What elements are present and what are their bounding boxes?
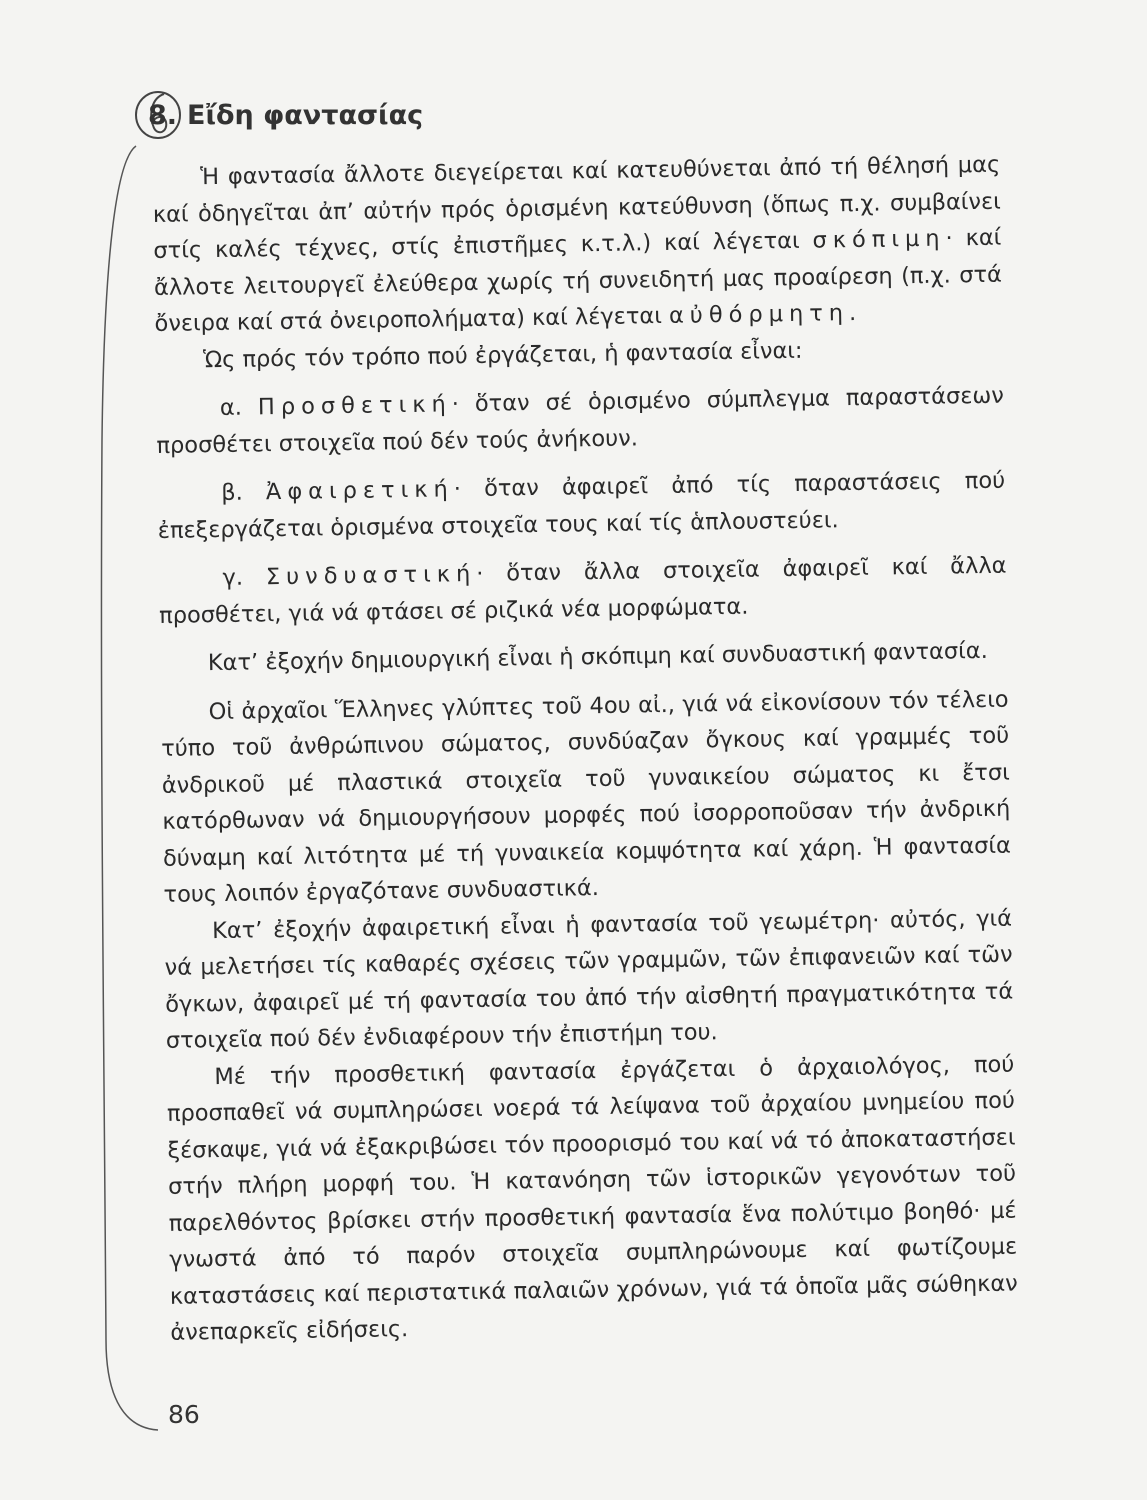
term-afairetiki: Ἀφαιρετική [265, 476, 454, 506]
list-item-b-text: · ὅταν ἀφαιρεῖ ἀπό τίς παραστάσεις πού ἐπεξεργάζεται ὁρισμένα στοιχεῖα τους καί τίς ἁπλουστεύει. [157, 467, 1006, 544]
section-heading [148, 100, 423, 131]
term-syndyastiki: Συνδυαστική [265, 560, 477, 591]
paragraph-2: Ὡς πρός τόν τρόπο πού ἐργάζεται, ἡ φαντασία εἶναι: [202, 337, 803, 373]
list-item-a-label: α. [219, 394, 243, 421]
page-number: 86 [168, 1400, 200, 1429]
paragraph-1-text-a: Ἡ φαντασία ἄλλοτε διεγείρεται καί κατευθύνεται ἀπό τή θέλησή μας καί ὁδηγεῖται ἀπ’ αὐτήν πρός ὁρισμένη κατεύθυνση (ὅπως π.χ. συμβαίνει στίς καλές τέχνες, στίς ἐπιστῆμες κ.τ.λ.) καί λέγεται [152, 151, 1001, 264]
paragraph-6: Μέ τήν προσθετική φαντασία ἐργάζεται ὁ ἀρχαιολόγος, πού προσπαθεῖ νά συμπληρώσει νοερά τά λείψανα τοῦ ἀρχαίου μνημείου πού ξέσκαψε, γιά νά ἐξακριβώσει τόν προορισμό του καί νά τό ἀποκαταστήσει στήν πλήρη μορφή του. Ἡ κατανόηση τῶν ἱστορικῶν γεγονότων τοῦ παρελθόντος βρίσκει στήν προσθετική φαντασία ἕνα πολύτιμο βοηθό· μέ γνωστά ἀπό τό παρόν στοιχεῖα συμπληρώνουμε καί φωτίζουμε καταστάσεις καί περιστατικά παλαιῶν χρόνων, γιά τά ὁποῖα μᾶς σώθηκαν ἀνεπαρκεῖς εἰδήσεις. [166, 1051, 1018, 1346]
list-item-a [156, 378, 1005, 464]
list-item-c-label: γ. [222, 564, 244, 591]
term-afthormiti: αὐθόρμητη [668, 300, 850, 329]
list-item-c [158, 548, 1007, 634]
term-skopimi: σκόπιμη [812, 225, 946, 254]
paragraph-5: Κατ’ ἐξοχήν ἀφαιρετική εἶναι ἡ φαντασία τοῦ γεωμέτρη· αὐτός, γιά νά μελετήσει τίς καθαρές σχέσεις τῶν γραμμῶν, τῶν ἐπιφανειῶν καί τῶν ὄγκων, ἀφαιρεῖ μέ τή φαντασία του ἀπό τήν αἰσθητή πραγματικότητα τά στοιχεῖα πού δέν ἐνδιαφέρουν τήν ἐπιστήμη του. [164, 905, 1014, 1054]
list-item-b [157, 463, 1006, 549]
paragraph-1-text-b: · καί ἄλλοτε λειτουργεῖ ἐλεύθερα χωρίς τή συνειδητή μας προαίρεση (π.χ. στά ὄνειρα καί στά ὀνειροπολήματα) καί λέγεται [153, 224, 1003, 337]
paragraph-1-text-c: . [848, 299, 857, 327]
list-item-c-text: · ὅταν ἄλλα στοιχεῖα ἀφαιρεῖ καί ἄλλα προσθέτει, γιά νά φτάσει σέ ριζικά νέα μορφώματα. [158, 552, 1007, 629]
paragraph-1 [152, 147, 1003, 343]
paragraph-3: Κατ’ ἐξοχήν δημιουργική εἶναι ἡ σκόπιμη καί συνδυαστική φαντασία. [207, 637, 988, 677]
list-item-b-label: β. [221, 479, 243, 506]
term-prosthetiki: Προσθετική [257, 391, 452, 421]
body-text [152, 147, 1019, 1352]
list-item-a-text: · ὅταν σέ ὁρισμένο σύμπλεγμα παραστάσεων προσθέτει στοιχεῖα πού δέν τούς ἀνήκουν. [156, 382, 1005, 459]
section-number: 8. [148, 100, 178, 131]
paragraph-4: Οἱ ἀρχαῖοι Ἕλληνες γλύπτες τοῦ 4ου αἰ., γιά νά εἰκονίσουν τόν τέλειο τύπο τοῦ ἀνθρώπινου σώματος, συνδύαζαν ὄγκους καί γραμμές τοῦ ἀνδρικοῦ μέ πλαστικά στοιχεῖα τοῦ γυναικείου σώματος κι ἔτσι κατόρθωναν νά δημιουργήσουν μορφές πού ἰσορροποῦσαν τήν ἀνδρική δύναμη καί λιτότητα μέ τή γυναικεία κομψότητα καί χάρη. Ἡ φαντασία τους λοιπόν ἐργαζότανε συνδυαστικά. [161, 686, 1012, 908]
section-title: Εἴδη φαντασίας [187, 100, 424, 131]
